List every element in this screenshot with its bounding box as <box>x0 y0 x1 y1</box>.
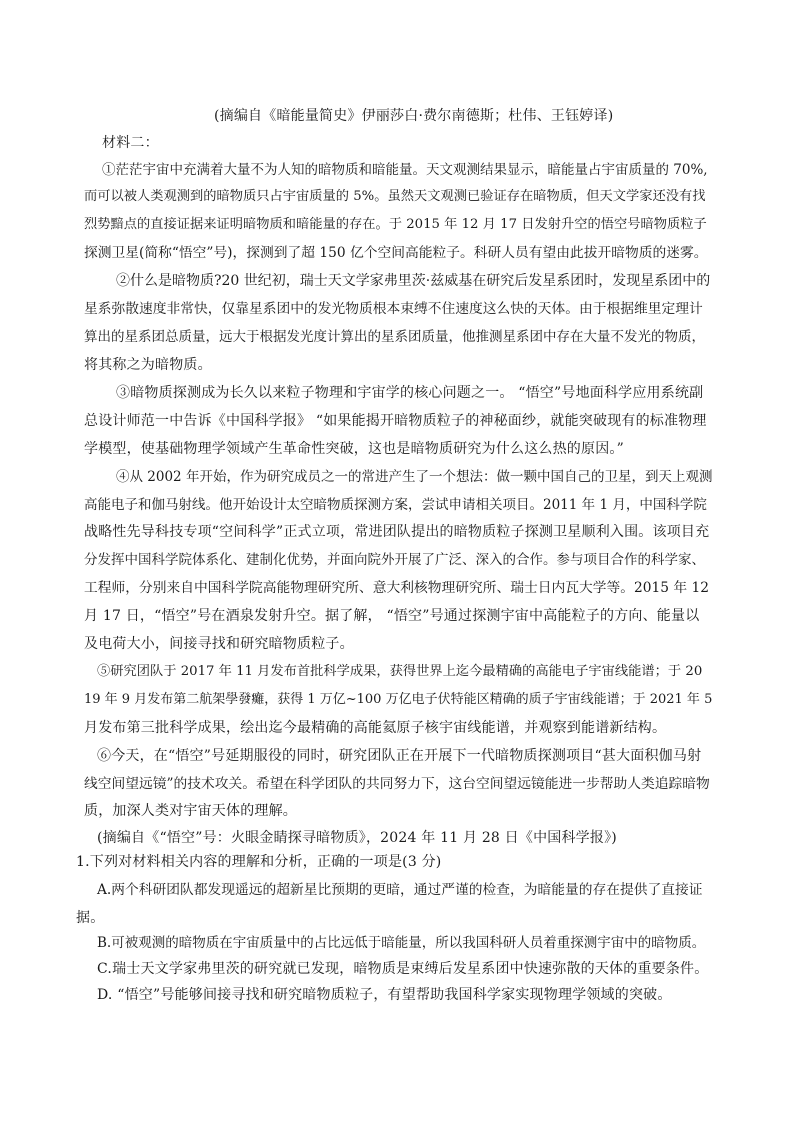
question-stem: 1.下列对材料相关内容的理解和分析，正确的一项是(3 分) <box>76 854 442 870</box>
source-citation-1: (摘编自《暗能量简史》伊丽莎白·费尔南德斯；杜伟、王钰婷译) <box>214 108 614 124</box>
paragraph-line: 将其称之为暗物质。 <box>84 357 212 373</box>
paragraph-line: 工程师，分别来自中国科学院高能物理研究所、意大利核物理研究所、瑞士日内瓦大学等。2015 年 12 <box>84 580 709 596</box>
paragraph-line: 及电荷大小，间接寻找和研究暗物质粒子。 <box>84 636 354 652</box>
material-2-heading: 材料二： <box>102 135 159 151</box>
paragraph-line: 分发挥中国科学院体系化、建制化优势，并面向院外开展了广泛、深入的合作。参与项目合作的科学家、 <box>84 552 705 568</box>
paragraph-line: 月 17 日，“悟空”号在酒泉发射升空。据了解， “悟空”号通过探测宇宙中高能粒子的方向、能量以 <box>84 608 700 624</box>
paragraph-line: 学模型，使基础物理学领域产生革命性突破，这也是暗物质研究为什么这么热的原因。” <box>84 441 624 457</box>
paragraph-line: 总设计师范一中告诉《中国科学报》 “如果能揭开暗物质粒子的神秘面纱，就能突破现有的标准物理 <box>84 413 707 429</box>
paragraph-line: 烈势黯点的直接证据来证明暗物质和暗能量的存在。于 2015 年 12 月 17 日发射升空的悟空号暗物质粒子 <box>84 217 707 232</box>
paragraph-line: 战略性先导科技专项“空间科学”正式立项，常进团队提出的暗物质粒子探测卫星顺利入围。该项目充 <box>84 524 710 540</box>
paragraph-line: 算出的星系团总质量，远大于根据发光度计算出的星系团质量，他推测星系团中存在大量不发光的物质， <box>84 329 705 345</box>
paragraph-line: ⑥今天，在“悟空”号延期服役的同时，研究团队正在开展下一代暗物质探测项目“甚大面积伽马射 <box>97 748 702 764</box>
paragraph-line: 而可以被人类观测到的暗物质只占宇宙质量的 5%。虽然天文观测已验证存在暗物质，但天文学家还没有找 <box>84 189 706 204</box>
paragraph-line: 星系弥散速度非常快，仅靠星系团中的发光物质根本束缚不住速度这么快的天体。由于根据维里定理计 <box>84 301 703 317</box>
paragraph-line: ③暗物质探测成为长久以来粒子物理和宇宙学的核心问题之一。 “悟空”号地面科学应用系统副 <box>116 385 704 401</box>
paragraph-line: ④从 2002 年开始，作为研究成员之一的常进产生了一个想法：做一颗中国自己的卫星，到天上观测 <box>116 469 713 485</box>
paragraph-line: ②什么是暗物质?20 世纪初，瑞士天文学家弗里茨·兹威基在研究后发星系团时，发现星系团中的 <box>116 273 711 289</box>
option-c: C.瑞士天文学家弗里茨的研究就已发现，暗物质是束缚后发星系团中快速弥散的天体的重要条件。 <box>97 961 709 977</box>
paragraph-line: ①茫茫宇宙中充满着大量不为人知的暗物质和暗能量。天文观测结果显示，暗能量占宇宙质量的 70%, <box>102 162 708 178</box>
paragraph-line: 质，加深人类对宇宙天体的理解。 <box>84 803 297 819</box>
paragraph-line: 19 年 9 月发布第二航架學發癱，获得 1 万亿~100 万亿电子伏特能区精确的质子宇宙线能谱；于 2021 年 5 <box>84 692 713 707</box>
paragraph-line: ⑤研究团队于 2017 年 11 月发布首批科学成果，获得世界上迄今最精确的高能电子宇宙线能谱；于 20 <box>97 664 703 679</box>
paragraph-line: 月发布第三批科学成果，绘出迄今最精确的高能氦原子核宇宙线能谱，并观察到能谱新结构。 <box>84 720 667 736</box>
option-b: B.可被观测的暗物质在宇宙质量中的占比远低于暗能量，所以我国科研人员着重探测宇宙中的暗物质。 <box>97 935 706 951</box>
option-line: 据。 <box>76 910 105 926</box>
paragraph-line: 高能电子和伽马射线。他开始设计太空暗物质探测方案，尝试申请相关项目。2011 年 1 月，中国科学院 <box>84 497 707 513</box>
option-line: A.两个科研团队都发现遥远的超新星比预期的更暗，通过严谨的检查，为暗能量的存在提供了直接证 <box>97 882 703 898</box>
source-citation-2: (摘编自《“悟空”号：火眼金睛探寻暗物质》，2024 年 11 月 28 日《中国科学报》) <box>97 830 617 846</box>
paragraph-line: 探测卫星(简称“悟空”号)，探测到了超 150 亿个空间高能粒子。科研人员有望由此拔开暗物质的迷雾。 <box>84 245 708 261</box>
paragraph-line: 线空间望远镜”的技术攻关。希望在科学团队的共同努力下，这台空间望远镜能进一步帮助人类追踪暗物 <box>84 776 710 792</box>
option-d: D. “悟空”号能够间接寻找和研究暗物质粒子，有望帮助我国科学家实现物理学领域的突破。 <box>97 987 672 1003</box>
